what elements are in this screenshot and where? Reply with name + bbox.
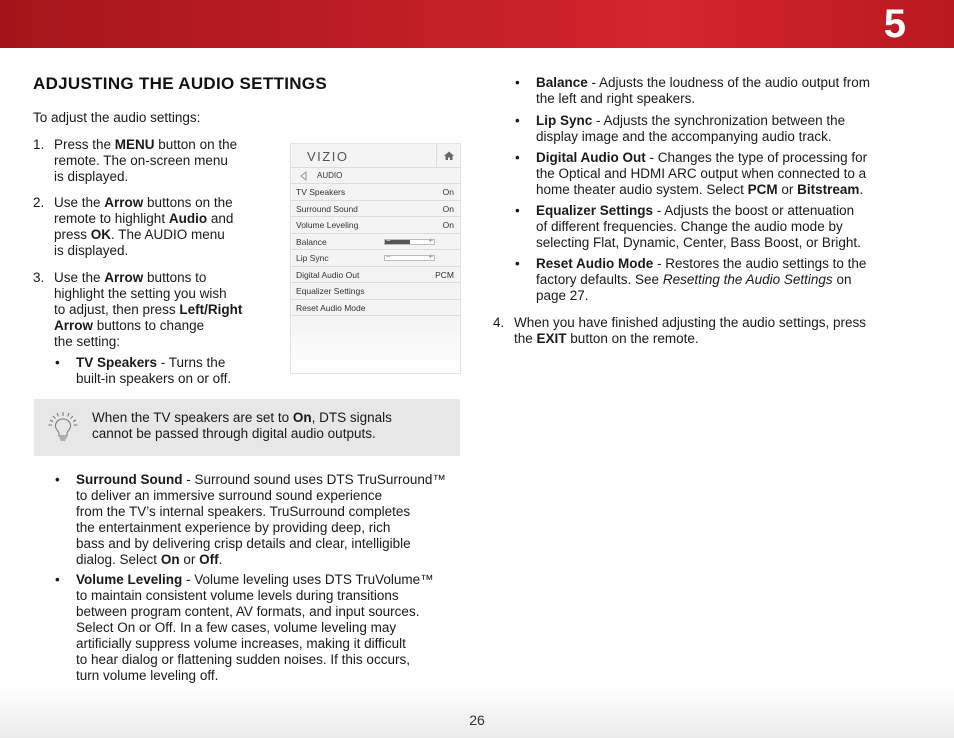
slider-minus-icon: − <box>386 235 391 245</box>
home-icon[interactable] <box>436 144 460 168</box>
back-arrow-icon[interactable] <box>299 171 309 183</box>
intro-text: To adjust the audio settings: <box>33 110 201 125</box>
bullet-dot: • <box>55 355 60 370</box>
bullet-dot: • <box>515 150 520 165</box>
page-number: 26 <box>469 712 485 728</box>
slider-minus-icon: − <box>386 252 391 261</box>
bullet-dot: • <box>515 256 520 271</box>
step-number: 4. <box>493 315 505 330</box>
menu-item-equalizer-settings[interactable]: Equalizer Settings <box>291 283 460 300</box>
menu-item-balance[interactable]: Balance − + <box>291 234 460 251</box>
header-bar <box>0 0 954 48</box>
lip-sync-slider[interactable] <box>384 252 435 261</box>
vizio-logo: VIZIO <box>307 149 349 164</box>
menu-item-lip-sync[interactable]: Lip Sync − + <box>291 250 460 267</box>
slider-plus-icon: + <box>428 235 433 245</box>
balance-slider[interactable] <box>384 235 435 245</box>
lightbulb-icon <box>46 410 80 449</box>
tv-audio-menu <box>290 143 461 374</box>
bullet-dot: • <box>515 203 520 218</box>
tip-box <box>34 399 460 456</box>
menu-item-volume-leveling[interactable]: Volume Leveling On <box>291 217 460 234</box>
bullet-dot: • <box>55 572 60 587</box>
bullet-dot: • <box>55 472 60 487</box>
menu-item-tv-speakers[interactable]: TV Speakers On <box>291 184 460 201</box>
bullet-dot: • <box>515 113 520 128</box>
footer-bar <box>0 684 954 738</box>
chapter-number: 5 <box>883 2 906 46</box>
menu-item-surround-sound[interactable]: Surround Sound On <box>291 201 460 218</box>
menu-item-reset-audio-mode[interactable]: Reset Audio Mode <box>291 300 460 317</box>
bullet-dot: • <box>515 75 520 90</box>
slider-plus-icon: + <box>428 252 433 261</box>
section-title: ADJUSTING THE AUDIO SETTINGS <box>33 74 327 93</box>
breadcrumb: AUDIO <box>317 171 343 180</box>
menu-item-digital-audio-out[interactable]: Digital Audio Out PCM <box>291 267 460 284</box>
step-number: 3. <box>33 270 45 285</box>
step-number: 2. <box>33 195 45 210</box>
tip-text: When the TV speakers are set to On, DTS signals cannot be passed through digital audio outputs. <box>92 410 392 441</box>
step-number: 1. <box>33 137 45 152</box>
